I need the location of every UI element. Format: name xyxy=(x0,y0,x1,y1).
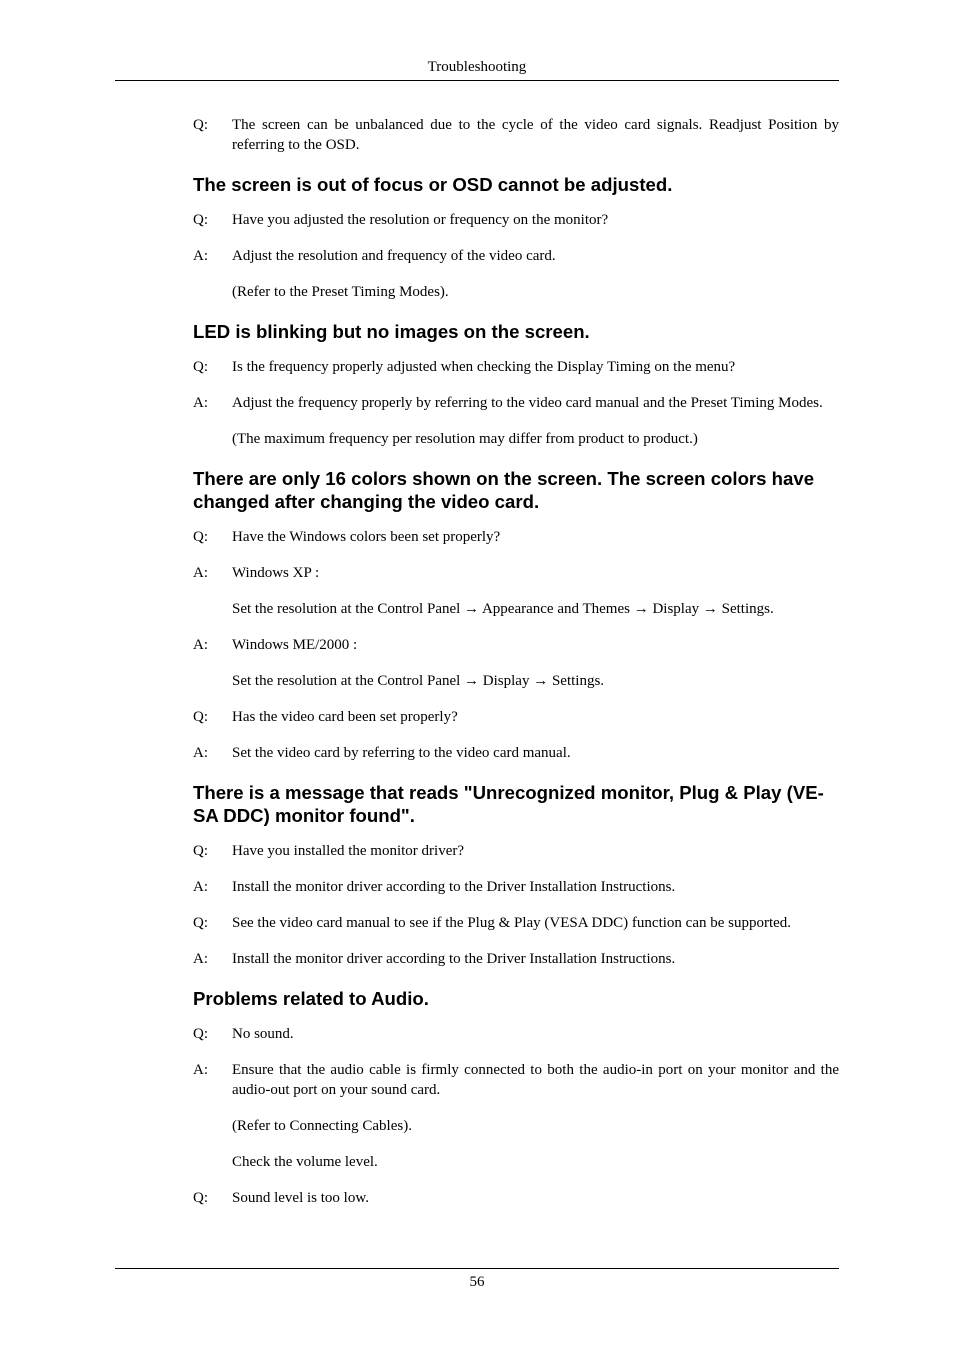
section-heading: There is a message that reads "Unrecognized monitor, Plug & Play (VE-SA DDC) monitor found". xyxy=(193,782,824,826)
section-heading: There are only 16 colors shown on the screen. The screen colors have changed after changing the video card. xyxy=(193,468,815,512)
qa-text: Has the video card been set properly? xyxy=(232,709,458,725)
qa-label: Q: xyxy=(193,117,208,133)
qa-text: Install the monitor driver according to the Driver Installation Instructions. xyxy=(232,879,676,895)
page-header-title: Troubleshooting xyxy=(427,59,527,75)
qa-label: A: xyxy=(193,745,208,761)
qa-text: Have the Windows colors been set properly? xyxy=(232,529,501,545)
note-text: (Refer to Connecting Cables). xyxy=(232,1118,412,1134)
qa-label: Q: xyxy=(193,529,208,545)
qa-item xyxy=(193,841,839,861)
page-number: 56 xyxy=(469,1274,485,1290)
qa-item xyxy=(193,877,839,897)
qa-item xyxy=(193,1188,839,1208)
note-text: Set the resolution at the Control Panel → Display → Settings. xyxy=(232,673,605,689)
qa-label: A: xyxy=(193,1062,208,1078)
qa-item xyxy=(193,115,839,155)
qa-item xyxy=(193,1060,839,1100)
qa-text: Is the frequency properly adjusted when checking the Display Timing on the menu? xyxy=(232,359,736,375)
qa-label: Q: xyxy=(193,915,208,931)
qa-text: Adjust the frequency properly by referring to the video card manual and the Preset Timing Modes. xyxy=(232,395,823,411)
qa-label: A: xyxy=(193,565,208,581)
qa-item xyxy=(193,527,839,547)
qa-label: Q: xyxy=(193,359,208,375)
qa-label: A: xyxy=(193,951,208,967)
qa-text: Windows ME/2000 : xyxy=(232,637,358,653)
qa-label: Q: xyxy=(193,843,208,859)
qa-label: Q: xyxy=(193,1190,208,1206)
qa-text: Adjust the resolution and frequency of the video card. xyxy=(232,248,556,264)
note-text: Check the volume level. xyxy=(232,1154,378,1170)
qa-item xyxy=(193,913,839,933)
page-content xyxy=(193,115,839,1224)
qa-item xyxy=(193,707,839,727)
note-text: Set the resolution at the Control Panel → Appearance and Themes → Display → Settings. xyxy=(232,601,774,617)
qa-text: Have you adjusted the resolution or frequency on the monitor? xyxy=(232,212,609,228)
note-text: (Refer to the Preset Timing Modes). xyxy=(232,284,449,300)
qa-text: Sound level is too low. xyxy=(232,1190,369,1206)
qa-label: A: xyxy=(193,879,208,895)
qa-item xyxy=(193,563,839,583)
qa-label: Q: xyxy=(193,1026,208,1042)
footer-divider xyxy=(115,1268,839,1269)
header-divider xyxy=(115,80,839,81)
section-heading: The screen is out of focus or OSD cannot be adjusted. xyxy=(193,174,673,195)
qa-label: Q: xyxy=(193,709,208,725)
qa-item xyxy=(193,635,839,655)
qa-text: Install the monitor driver according to the Driver Installation Instructions. xyxy=(232,951,676,967)
note-text: (The maximum frequency per resolution may differ from product to product.) xyxy=(232,431,698,447)
qa-text: Have you installed the monitor driver? xyxy=(232,843,465,859)
section-heading: LED is blinking but no images on the screen. xyxy=(193,321,590,342)
qa-label: A: xyxy=(193,395,208,411)
qa-text: Ensure that the audio cable is firmly connected to both the audio-in port on your monitor and the audio-out port on your sound card. xyxy=(232,1062,839,1098)
qa-item xyxy=(193,743,839,763)
qa-text: Windows XP : xyxy=(232,565,320,581)
qa-label: A: xyxy=(193,637,208,653)
qa-text: No sound. xyxy=(232,1026,294,1042)
qa-item xyxy=(193,949,839,969)
qa-text: See the video card manual to see if the Plug & Play (VESA DDC) function can be supported. xyxy=(232,915,792,931)
qa-text: The screen can be unbalanced due to the cycle of the video card signals. Readjust Position by referring to the OSD. xyxy=(232,117,839,153)
section-heading: Problems related to Audio. xyxy=(193,988,429,1009)
qa-item xyxy=(193,210,839,230)
qa-label: Q: xyxy=(193,212,208,228)
qa-item xyxy=(193,246,839,266)
qa-text: Set the video card by referring to the video card manual. xyxy=(232,745,571,761)
qa-item xyxy=(193,393,839,413)
qa-item xyxy=(193,1024,839,1044)
qa-label: A: xyxy=(193,248,208,264)
qa-item xyxy=(193,357,839,377)
